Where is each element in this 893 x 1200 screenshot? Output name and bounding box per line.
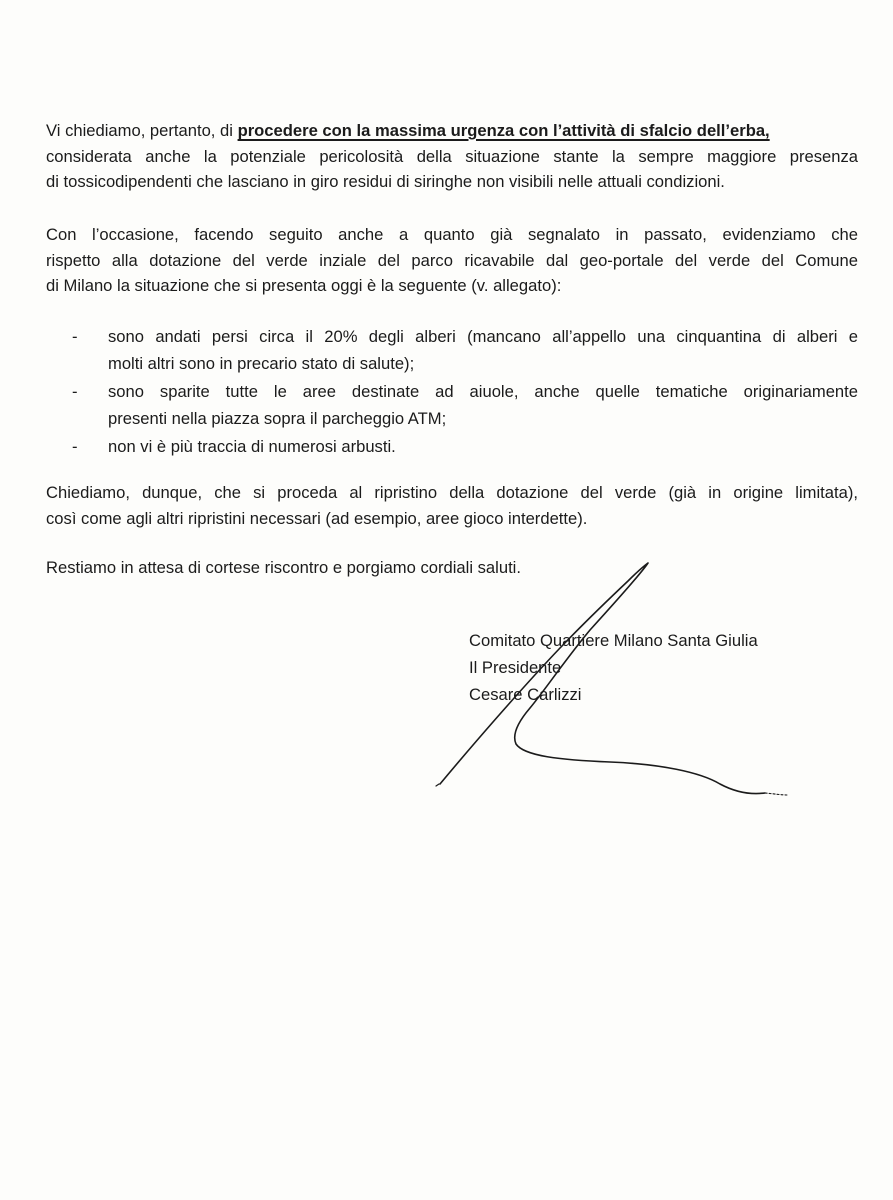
signer-name: Cesare Carlizzi (469, 685, 582, 704)
emphasized-request-text: procedere con la massima urgenza con l’attività di sfalcio dell’erba, (237, 121, 770, 140)
committee-name: Comitato Quartiere Milano Santa Giulia (469, 631, 758, 650)
paragraph-line (46, 118, 858, 144)
paragraph-line: così come agli altri ripristini necessari (ad esempio, aree gioco interdette). (46, 508, 588, 528)
list-item-line: sono andati persi circa il 20% degli alberi (mancano all’appello una cinquantina di alberi e (108, 327, 858, 346)
paragraph-line: Chiediamo, dunque, che si proceda al ripristino della dotazione del verde (già in origine limitata), (46, 483, 858, 502)
signature-start-mark (436, 784, 439, 786)
paragraph-line: di tossicodipendenti che lasciano in giro residui di siringhe non visibili nelle attuali condizioni. (46, 172, 725, 191)
list-item-line: molti altri sono in precario stato di salute); (108, 354, 415, 373)
paragraph-line: rispetto alla dotazione del verde inziale del parco ricavabile dal geo-portale del verde del Comune (46, 250, 858, 270)
list-item (46, 433, 858, 460)
closing-paragraph (46, 555, 858, 581)
findings-list (46, 323, 858, 461)
signature-tail-stroke (765, 793, 787, 795)
signature-block (469, 627, 758, 708)
signer-role: Il Presidente (469, 658, 562, 677)
paragraph-line: considerata anche la potenziale pericolosità della situazione stante la sempre maggiore presenza (46, 146, 858, 166)
paragraph-line: di Milano la situazione che si presenta oggi è la seguente (v. allegato): (46, 276, 562, 295)
list-item-line: non vi è più traccia di numerosi arbusti. (108, 437, 396, 456)
list-item-line: presenti nella piazza sopra il parcheggio ATM; (108, 409, 447, 428)
list-item (46, 378, 858, 432)
list-item-line: sono sparite tutte le aree destinate ad aiuole, anche quelle tematiche originariamente (108, 382, 858, 401)
green-status-paragraph (46, 222, 858, 299)
restoration-request-paragraph (46, 480, 858, 531)
list-item (46, 323, 858, 377)
urgent-request-paragraph (46, 118, 858, 195)
request-lead-text: Vi chiediamo, pertanto, di (46, 121, 238, 140)
list-dash: - (72, 382, 78, 401)
list-dash: - (72, 437, 78, 456)
paragraph-line: Restiamo in attesa di cortese riscontro e porgiamo cordiali saluti. (46, 558, 521, 577)
paragraph-line: Con l’occasione, facendo seguito anche a quanto già segnalato in passato, evidenziamo che (46, 225, 858, 244)
list-dash: - (72, 327, 78, 346)
